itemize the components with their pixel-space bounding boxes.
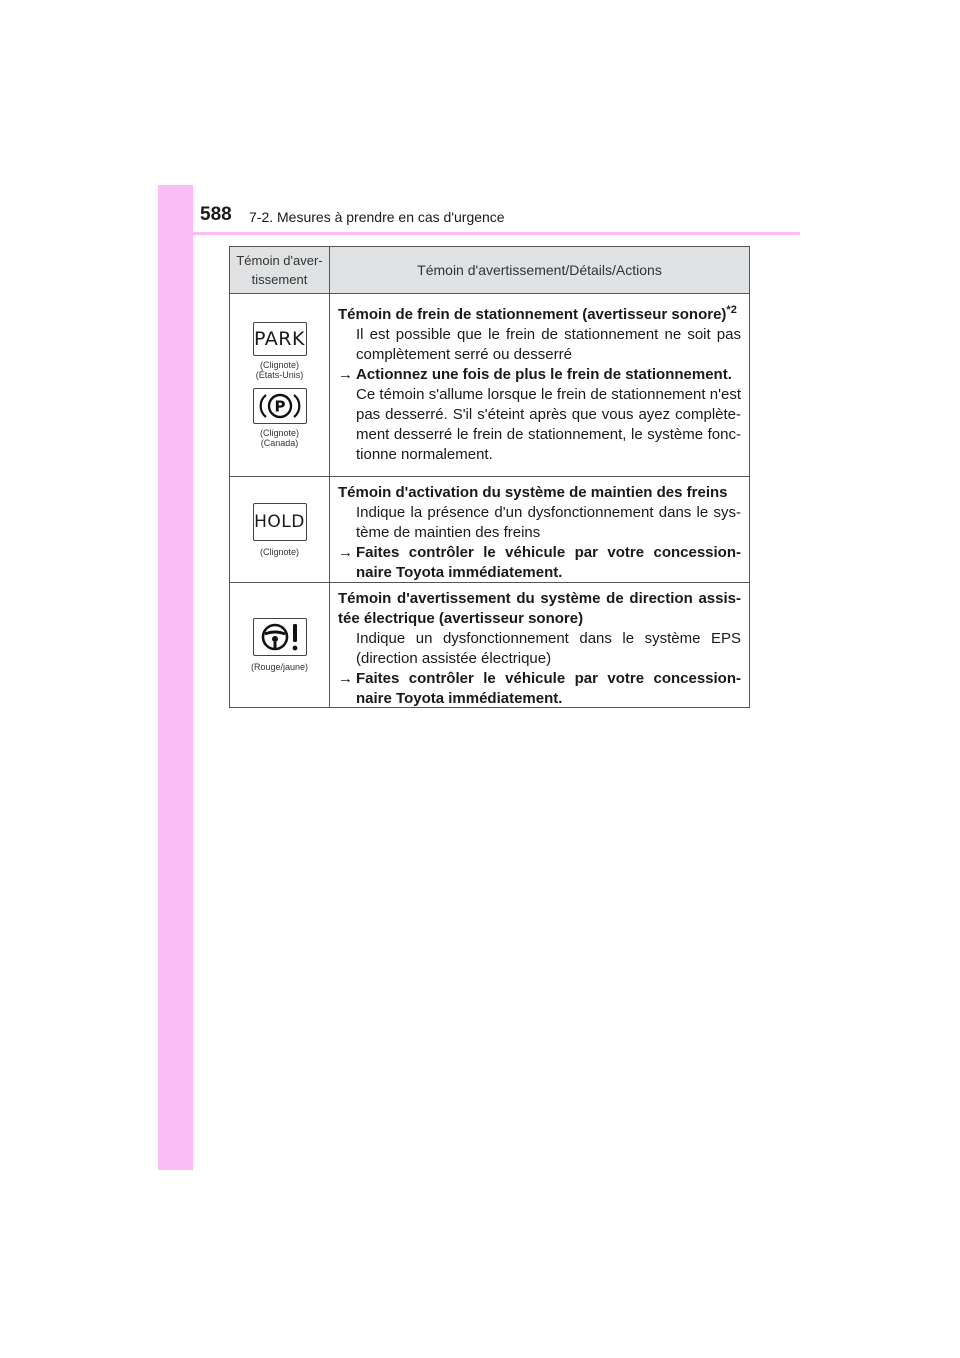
warning-title: Témoin d'activation du système de maintien des freins bbox=[338, 484, 728, 501]
icon-note: (Clignote) (États-Unis) bbox=[255, 360, 304, 380]
warning-title: Témoin d'avertissement du système de direction assis-tée électrique (avertisseur sonore) bbox=[338, 590, 741, 627]
svg-text:P: P bbox=[274, 397, 285, 416]
icon-note: (Rouge/jaune) bbox=[250, 662, 309, 672]
warning-description: Indique un dysfonctionnement dans le système EPS (direction assistée électrique) bbox=[356, 630, 741, 667]
details-cell bbox=[330, 477, 749, 582]
icon-cell bbox=[230, 583, 330, 707]
table-row bbox=[230, 476, 749, 582]
table-row bbox=[230, 293, 749, 476]
page-number: 588 bbox=[200, 204, 232, 225]
chapter-side-tab bbox=[158, 185, 193, 1170]
header-rule bbox=[158, 232, 800, 235]
arrow-icon: → bbox=[338, 544, 353, 561]
details-cell bbox=[330, 583, 749, 707]
arrow-icon: → bbox=[338, 366, 353, 383]
brake-hold-icon: HOLD bbox=[253, 503, 307, 541]
table-row bbox=[230, 582, 749, 707]
section-title: 7-2. Mesures à prendre en cas d'urgence bbox=[249, 209, 505, 225]
warning-action: → Actionnez une fois de plus le frein de stationnement. bbox=[338, 366, 732, 383]
header-cell-warning-light bbox=[230, 247, 330, 293]
icon-note: (Clignote) bbox=[259, 546, 299, 557]
park-warning-icon: PARK bbox=[253, 322, 307, 356]
steering-warning-icon bbox=[253, 618, 307, 656]
warning-light-table bbox=[229, 246, 750, 708]
details-cell bbox=[330, 294, 749, 476]
warning-title: Témoin de frein de stationnement (avertisseur sonore)$^{*2}$ bbox=[338, 304, 737, 323]
icon-cell bbox=[230, 477, 330, 582]
arrow-icon: → bbox=[338, 670, 353, 687]
parking-brake-circle-icon bbox=[253, 388, 307, 424]
table-header-row bbox=[230, 247, 749, 293]
warning-action: → Faites contrôler le véhicule par votre concession-naire Toyota immédiatement. bbox=[338, 670, 741, 707]
header-line-2: tissement bbox=[251, 272, 308, 287]
warning-action: → Faites contrôler le véhicule par votre concession-naire Toyota immédiatement. bbox=[338, 544, 741, 581]
warning-description: Indique la présence d'un dysfonctionnement dans le sys-tème de maintien des freins bbox=[356, 504, 741, 541]
warning-description-extra: Ce témoin s'allume lorsque le frein de stationnement n'est pas desserré. S'il s'éteint après que vous ayez complète-ment desserré le frein de stationnement, le système fonc-tionne normalement. bbox=[356, 386, 741, 463]
icon-cell bbox=[230, 294, 330, 476]
warning-description: Il est possible que le frein de stationnement ne soit pas complètement serré ou desserré bbox=[356, 326, 741, 363]
header-cell-details: Témoin d'avertissement/Détails/Actions bbox=[417, 262, 662, 278]
footnote-marker: *2 bbox=[726, 304, 737, 316]
header-line-1: Témoin d'aver- bbox=[236, 253, 323, 268]
icon-note: (Clignote) (Canada) bbox=[259, 428, 299, 448]
